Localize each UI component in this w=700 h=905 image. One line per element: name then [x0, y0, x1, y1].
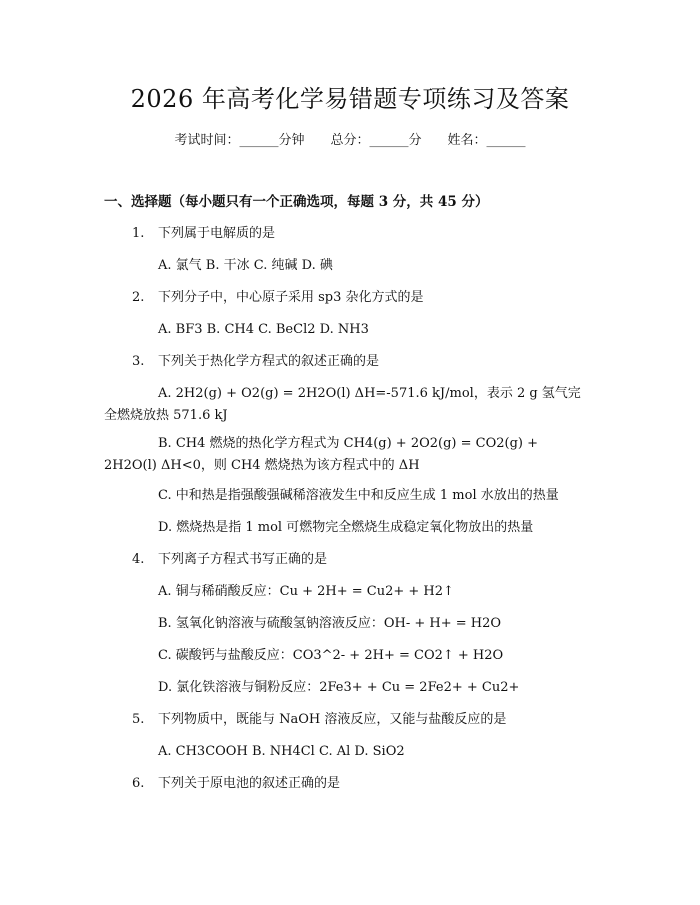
question-number: 5.	[132, 712, 145, 727]
question-4	[132, 551, 327, 569]
question-1-options: A. 氯气 B. 干冰 C. 纯碱 D. 碘	[158, 258, 333, 273]
exam-time: 考试时间：______分钟	[174, 133, 305, 148]
question-stem: 下列关于热化学方程式的叙述正确的是	[158, 354, 380, 369]
question-3-option-c: C. 中和热是指强酸强碱稀溶液发生中和反应生成 1 mol 水放出的热量	[158, 488, 559, 503]
section-heading: 一、选择题（每小题只有一个正确选项，每题 3 分，共 45 分）	[104, 194, 489, 210]
question-number: 1.	[132, 226, 145, 241]
question-3	[132, 353, 379, 371]
question-2	[132, 289, 424, 307]
page-title: 2026 年高考化学易错题专项练习及答案	[130, 85, 570, 113]
question-4-option-d: D. 氯化铁溶液与铜粉反应：2Fe3+ + Cu = 2Fe2+ + Cu2+	[158, 680, 520, 695]
question-2-options: A. BF3 B. CH4 C. BeCl2 D. NH3	[158, 322, 369, 337]
question-3-option-d: D. 燃烧热是指 1 mol 可燃物完全燃烧生成稳定氧化物放出的热量	[158, 520, 534, 535]
question-number: 3.	[132, 354, 145, 369]
question-stem: 下列离子方程式书写正确的是	[158, 552, 328, 567]
question-5-options: A. CH3COOH B. NH4Cl C. Al D. SiO2	[158, 744, 405, 759]
question-5	[132, 711, 506, 729]
question-stem: 下列分子中，中心原子采用 sp3 杂化方式的是	[158, 290, 424, 305]
question-4-option-b: B. 氢氧化钠溶液与硫酸氢钠溶液反应：OH- + H+ = H2O	[158, 616, 502, 631]
question-number: 2.	[132, 290, 145, 305]
total-score: 总分：______分	[330, 133, 422, 148]
exam-meta	[0, 132, 700, 150]
question-3-option-b: B. CH4 燃烧的热化学方程式为 CH4(g) + 2O2(g) = CO2(g) + 2H2O(l) ΔH<0，则 CH4 燃烧热为该方程式中的 ΔH	[104, 436, 539, 473]
question-stem: 下列物质中，既能与 NaOH 溶液反应，又能与盐酸反应的是	[158, 712, 507, 727]
student-name: 姓名：______	[447, 133, 526, 148]
question-number: 6.	[132, 776, 145, 791]
question-3-option-a: A. 2H2(g) + O2(g) = 2H2O(l) ΔH=-571.6 kJ/mol，表示 2 g 氢气完全燃烧放热 571.6 kJ	[104, 386, 581, 423]
question-number: 4.	[132, 552, 145, 567]
question-stem: 下列关于原电池的叙述正确的是	[158, 776, 341, 791]
question-6	[132, 775, 340, 793]
question-4-option-c: C. 碳酸钙与盐酸反应：CO3^2- + 2H+ = CO2↑ + H2O	[158, 648, 504, 663]
question-1	[132, 225, 275, 243]
question-4-option-a: A. 铜与稀硝酸反应：Cu + 2H+ = Cu2+ + H2↑	[158, 584, 454, 599]
question-stem: 下列属于电解质的是	[158, 226, 276, 241]
